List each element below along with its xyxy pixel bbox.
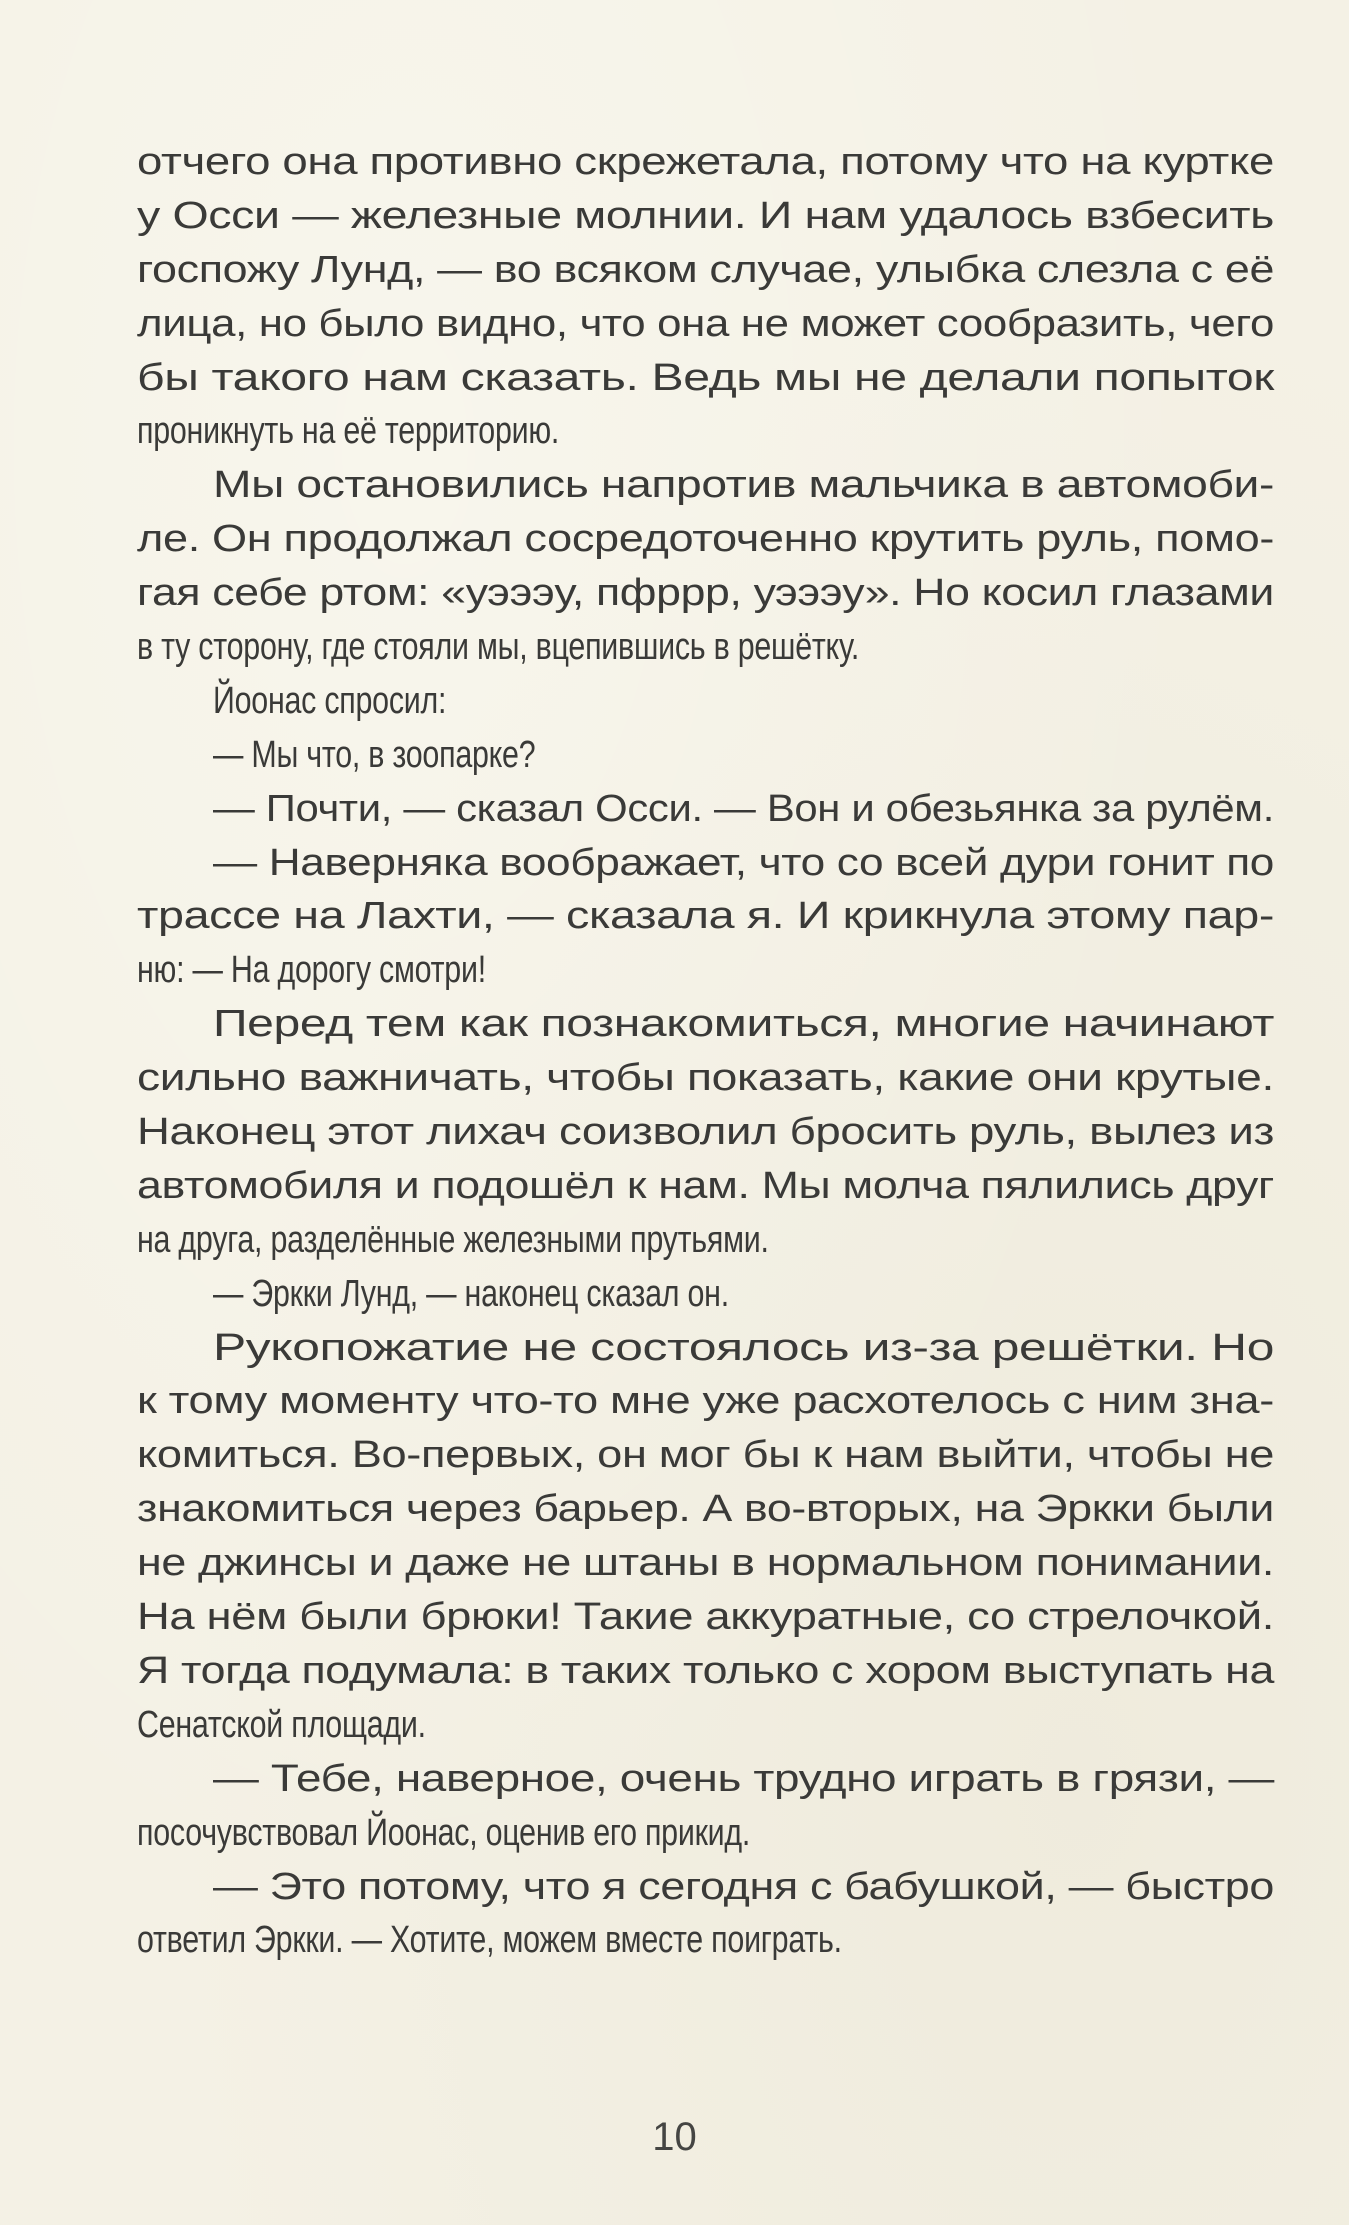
text-line-content: Сенатской площади. [137, 1703, 426, 1746]
text-line [137, 675, 1274, 729]
text-line [137, 729, 1274, 783]
text-line [137, 944, 1274, 998]
text-line [137, 890, 1274, 944]
text-line [137, 783, 1274, 837]
text-line [137, 567, 1274, 621]
text-line [137, 1753, 1274, 1807]
text-line [137, 1429, 1274, 1483]
text-line [137, 1861, 1274, 1915]
text-line [137, 298, 1274, 352]
text-line [137, 352, 1274, 406]
text-line-content: проникнуть на её территорию. [137, 410, 560, 453]
text-line [137, 1052, 1274, 1106]
text-line [137, 136, 1274, 190]
text-line-content: ню: — На дорогу смотри! [137, 949, 486, 992]
text-line [137, 190, 1274, 244]
text-line-content: — Почти, — сказал Осси. — Вон и обезьянка за рулём. [213, 787, 1275, 830]
text-line-content: Перед тем как познакомиться, многие начинают [213, 1003, 1275, 1046]
text-line [137, 405, 1274, 459]
text-line-content: ответил Эркки. — Хотите, можем вместе поиграть. [137, 1919, 842, 1962]
text-line [137, 1375, 1274, 1429]
text-line-content: Йоонас спросил: [213, 679, 447, 722]
body-text [137, 136, 1274, 1968]
text-line-content: автомобиля и подошёл к нам. Мы молча пялились друг [137, 1164, 1274, 1207]
text-line-content: отчего она противно скрежетала, потому что на куртке [137, 141, 1274, 183]
text-line-content: сильно важничать, чтобы показать, какие они крутые. [137, 1057, 1274, 1100]
text-line-content: Наконец этот лихач соизволил бросить руль, вылез из [137, 1111, 1275, 1154]
text-line [137, 1268, 1274, 1322]
text-line [137, 1106, 1274, 1160]
text-line [137, 1537, 1274, 1591]
text-line [137, 459, 1274, 513]
text-line [137, 621, 1274, 675]
text-line [137, 244, 1274, 298]
text-line-content: — Мы что, в зоопарке? [213, 733, 536, 776]
text-line-content: посочувствовал Йоонас, оценив его прикид. [137, 1811, 751, 1854]
text-line-content: На нём были брюки! Такие аккуратные, со стрелочкой. [137, 1596, 1275, 1639]
text-line [137, 1807, 1274, 1861]
text-line-content: ле. Он продолжал сосредоточенно крутить руль, помо- [137, 518, 1275, 561]
text-line [137, 837, 1274, 891]
text-line-content: — Эркки Лунд, — наконец сказал он. [213, 1272, 729, 1315]
text-line [137, 1483, 1274, 1537]
text-line-content: Рукопожатие не состоялось из-за решётки. Но [213, 1326, 1275, 1369]
text-line [137, 1591, 1274, 1645]
text-line [137, 1160, 1274, 1214]
text-line-content: госпожу Лунд, — во всяком случае, улыбка слезла с её [137, 248, 1275, 291]
text-line-content: лица, но было видно, что она не может сообразить, чего [137, 302, 1275, 345]
text-line-content: комиться. Во-первых, он мог бы к нам выйти, чтобы не [137, 1434, 1275, 1477]
text-line-content: трассе на Лахти, — сказала я. И крикнула этому пар- [137, 895, 1275, 938]
text-line-content: к тому моменту что-то мне уже расхотелось с ним зна- [137, 1380, 1274, 1423]
text-line-content: знакомиться через барьер. А во-вторых, на Эркки были [137, 1488, 1274, 1531]
text-line-content: — Тебе, наверное, очень трудно играть в грязи, — [213, 1757, 1274, 1800]
page-number: 10 [652, 2115, 697, 2159]
text-line [137, 998, 1274, 1052]
text-line-content: — Наверняка воображает, что со всей дури гонит по [213, 841, 1275, 884]
text-line-content: гая себе ртом: «уэээу, пфррр, уэээу». Но косил глазами [137, 572, 1274, 615]
text-line-content: бы такого нам сказать. Ведь мы не делали попыток [137, 356, 1274, 399]
text-line [137, 1699, 1274, 1753]
text-line [137, 1645, 1274, 1699]
text-line-content: не джинсы и даже не штаны в нормальном понимании. [137, 1542, 1274, 1585]
text-line-content: Мы остановились напротив мальчика в автомоби- [213, 464, 1275, 507]
text-line [137, 1914, 1274, 1968]
text-line-content: Я тогда подумала: в таких только с хором выступать на [137, 1649, 1274, 1692]
text-line-content: на друга, разделённые железными прутьями. [137, 1218, 769, 1261]
text-line [137, 1322, 1274, 1376]
text-line [137, 513, 1274, 567]
text-line-content: у Осси — железные молнии. И нам удалось взбесить [137, 194, 1275, 237]
text-line [137, 1214, 1274, 1268]
text-line-content: в ту сторону, где стояли мы, вцепившись в решётку. [137, 626, 860, 669]
text-line-content: — Это потому, что я сегодня с бабушкой, — быстро [213, 1865, 1275, 1908]
